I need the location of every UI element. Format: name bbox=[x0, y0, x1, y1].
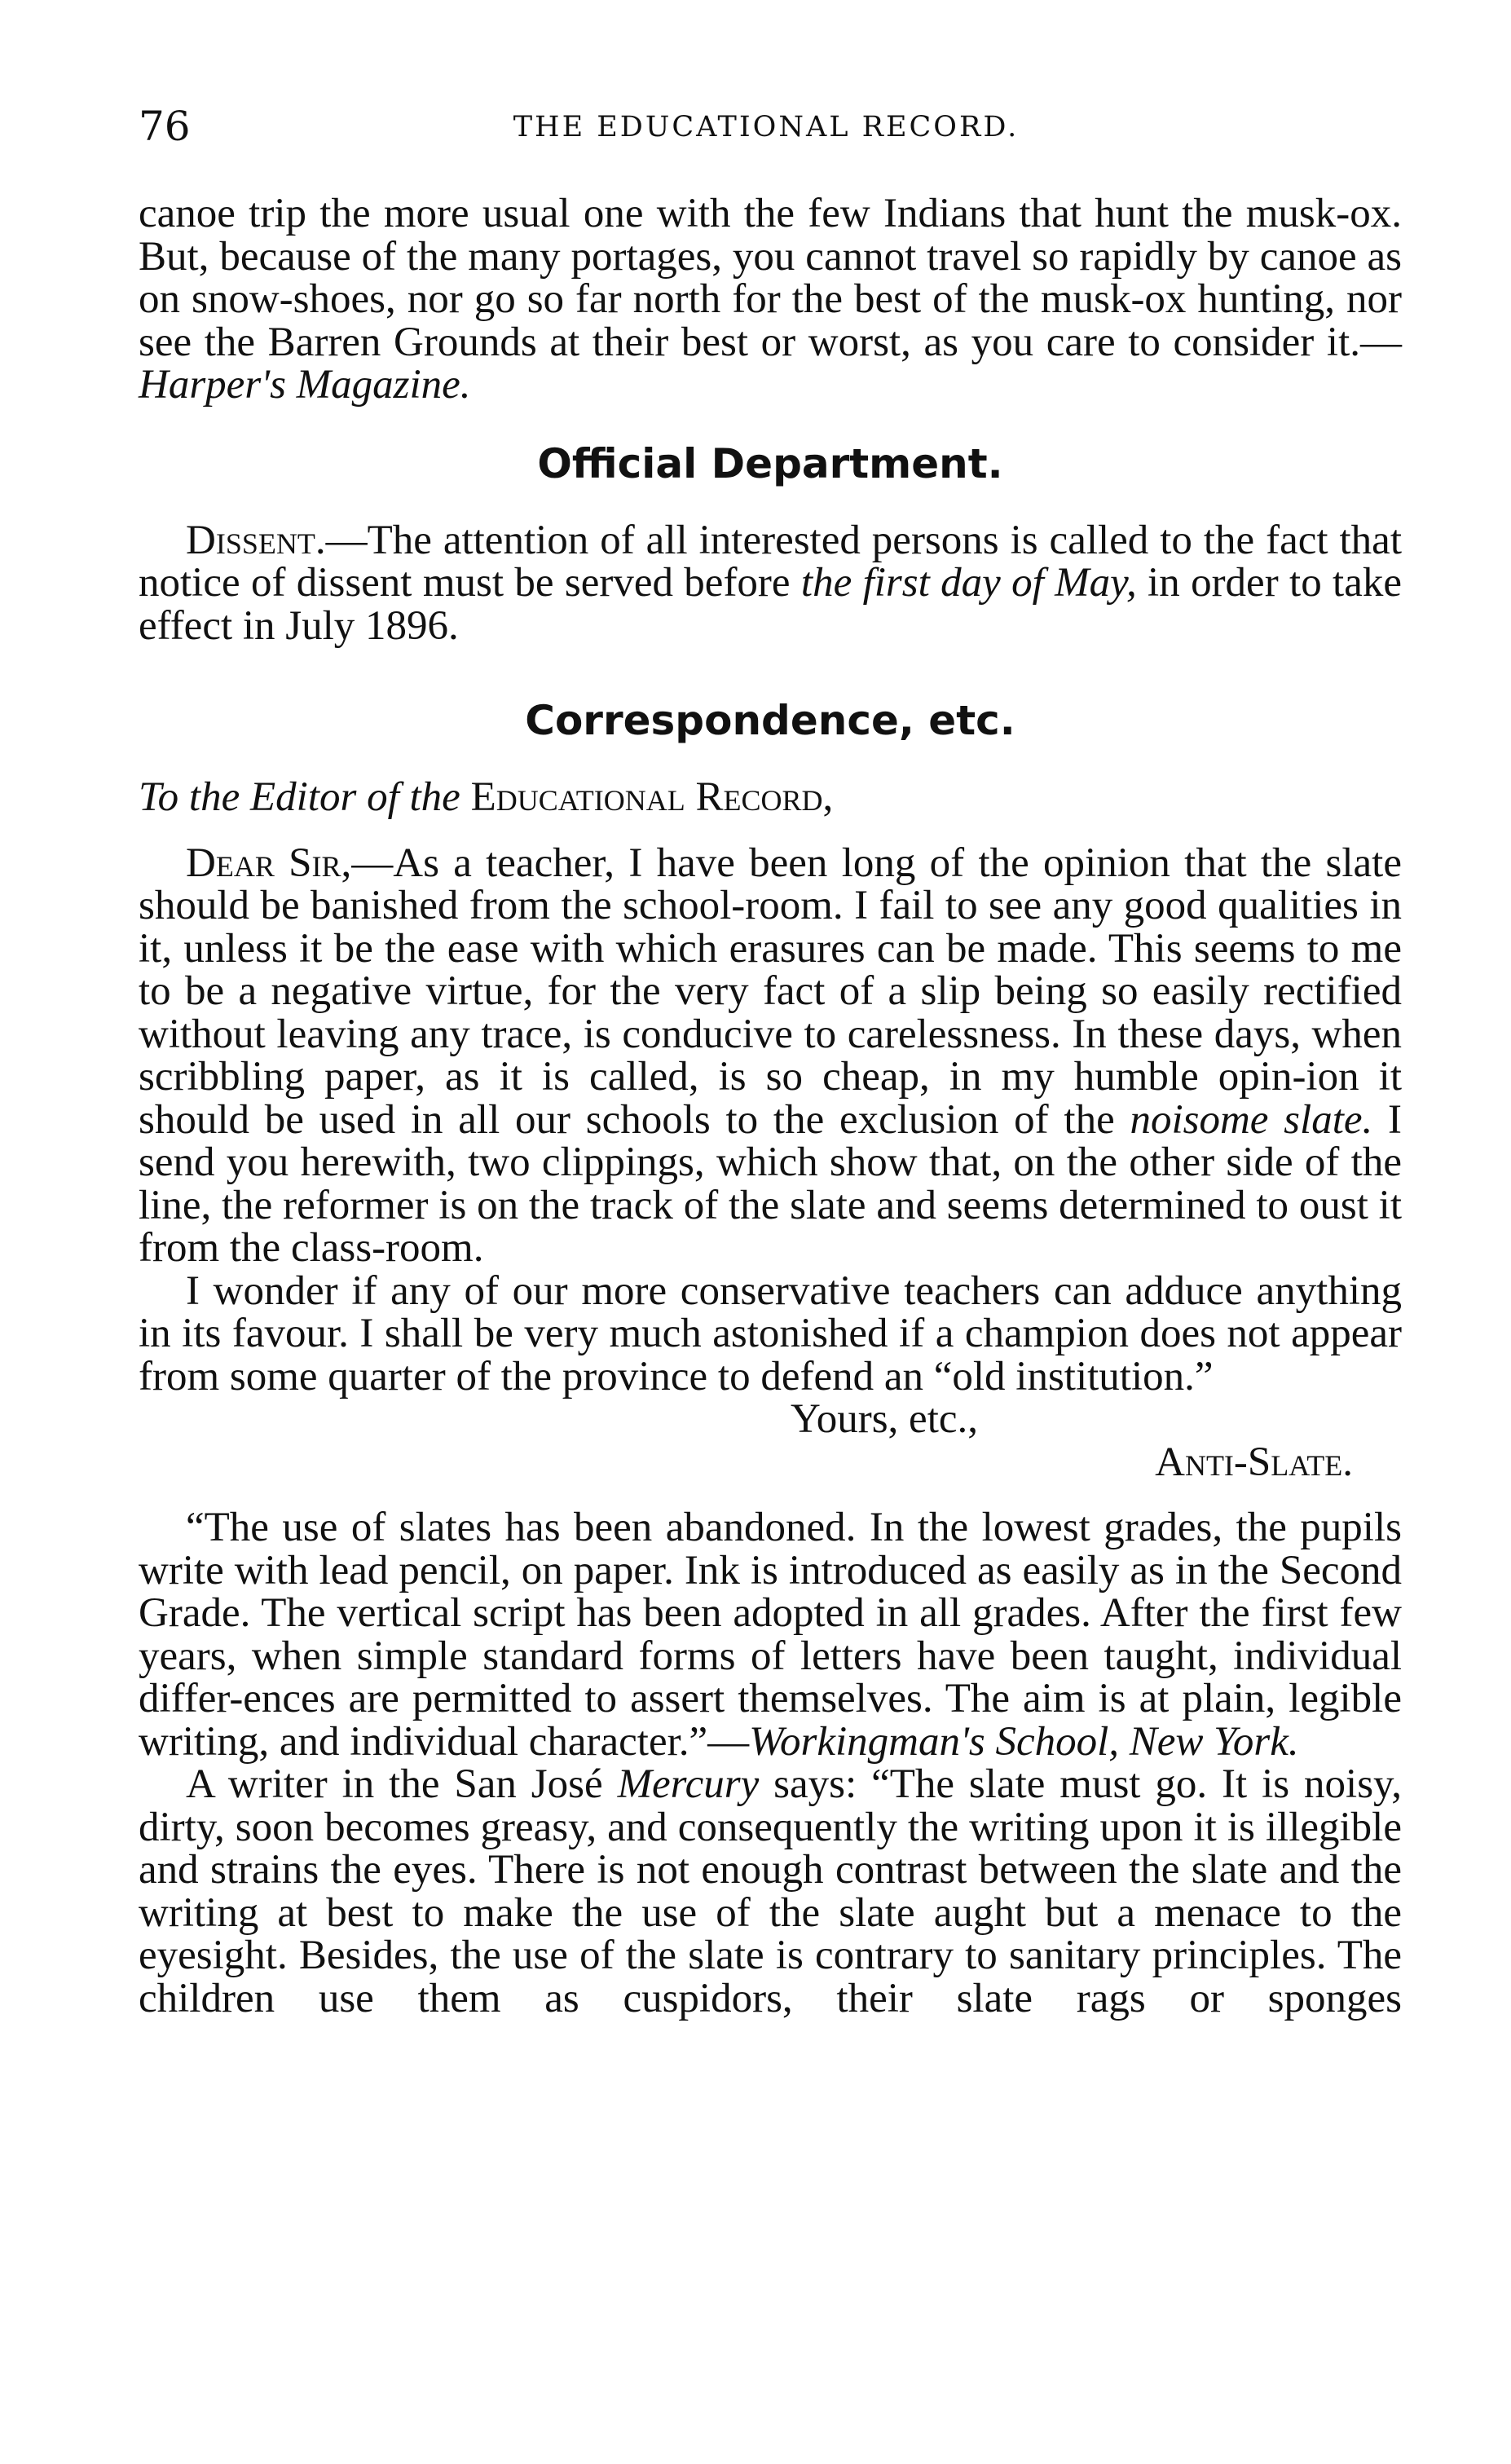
intro-source: Harper's Magazine. bbox=[139, 362, 471, 408]
clipping-1-source: Workingman's School, New York. bbox=[749, 1718, 1299, 1765]
letter-closing: Yours, etc., bbox=[791, 1396, 978, 1442]
letter-greeting: Dear Sir, bbox=[186, 840, 352, 886]
page-body bbox=[139, 192, 1402, 2020]
clipping-2-after: says: “The slate must go. It is noisy, dirty, soon becomes greasy, and consequently the writing upon it is illegible and strains the eyes. There is not enough contrast between the slate and the writing at best to make the use of the slate aught but a menace to the eyesight. Besides, the use of the slate is contrary to sanitary principles. The children use them as cuspidors, their slate rags or sponges bbox=[139, 1761, 1402, 2021]
dissent-text-before: —The attention of all interested persons is called to the fact that notice of dissent must be served before bbox=[139, 517, 1402, 606]
official-department-heading: Official Department. bbox=[537, 439, 1003, 487]
dissent-date: the first day of May, bbox=[800, 560, 1137, 606]
letter-p1-after: I send you herewith, two clippings, which show that, on the other side of the line, the reformer is on the track of the slate and seems determined to oust it from the class-room. bbox=[139, 1096, 1402, 1271]
letter-p1-emph: noisome slate. bbox=[1130, 1096, 1373, 1143]
correspondence-heading: Correspondence, etc. bbox=[525, 697, 1015, 744]
dissent-paragraph bbox=[139, 519, 1402, 648]
intro-paragraph bbox=[139, 192, 1402, 407]
salutation bbox=[139, 776, 1402, 819]
clipping-1 bbox=[139, 1506, 1402, 1763]
letter-paragraph-1 bbox=[139, 842, 1402, 1270]
clipping-1-text: “The use of slates has been abandoned. In the lowest grades, the pupils write with lead pencil, on paper. Ink is introduced as easily as in the Second Grade. The vertical script has been adopted in all grades. After the first few years, when simple standard forms of letters have been taught, individual differ-ences are permitted to assert themselves. The aim is at plain, legible writing, and individual character.”— bbox=[139, 1505, 1402, 1765]
intro-text: canoe trip the more usual one with the few Indians that hunt the musk-ox. But, because of the many portages, you cannot travel so rapidly by canoe as on snow-shoes, nor go so far north for the best of the musk-ox hunting, nor see the Barren Grounds at their best or worst, as you care to consider it.— bbox=[139, 191, 1402, 365]
letter-signature: Anti-Slate. bbox=[1155, 1439, 1353, 1485]
letter-p1-before: —As a teacher, I have been long of the opinion that the slate should be banished from the school-room. I fail to see any good qualities in it, unless it be the ease with which erasures can be made. This seems to me to be a negative virtue, for the very fact of a slip being so easily rectified without leaving any trace, is conducive to carelessness. In these days, when scribbling paper, as it is called, is so cheap, in my humble opin-ion it should be used in all our schools to the exclusion of the bbox=[139, 840, 1402, 1143]
page-number: 76 bbox=[139, 103, 191, 150]
dissent-lead: Dissent. bbox=[186, 517, 326, 563]
clipping-2 bbox=[139, 1763, 1402, 2020]
salutation-journal: Educational Record, bbox=[470, 774, 834, 820]
dissent-text-after: in order to take effect in July 1896. bbox=[139, 560, 1402, 649]
clipping-2-paper: Mercury bbox=[617, 1761, 760, 1807]
clipping-2-before: A writer in the San José bbox=[186, 1761, 618, 1807]
running-title: THE EDUCATIONAL RECORD. bbox=[513, 111, 1020, 143]
letter-paragraph-2: I wonder if any of our more conservative teachers can adduce anything in its favour. I shall be very much astonished if a champion does not appear from some quarter of the province to defend an “old institution.” bbox=[139, 1267, 1402, 1399]
salutation-prefix: To the Editor of the bbox=[139, 774, 460, 820]
page-header bbox=[139, 99, 1394, 156]
